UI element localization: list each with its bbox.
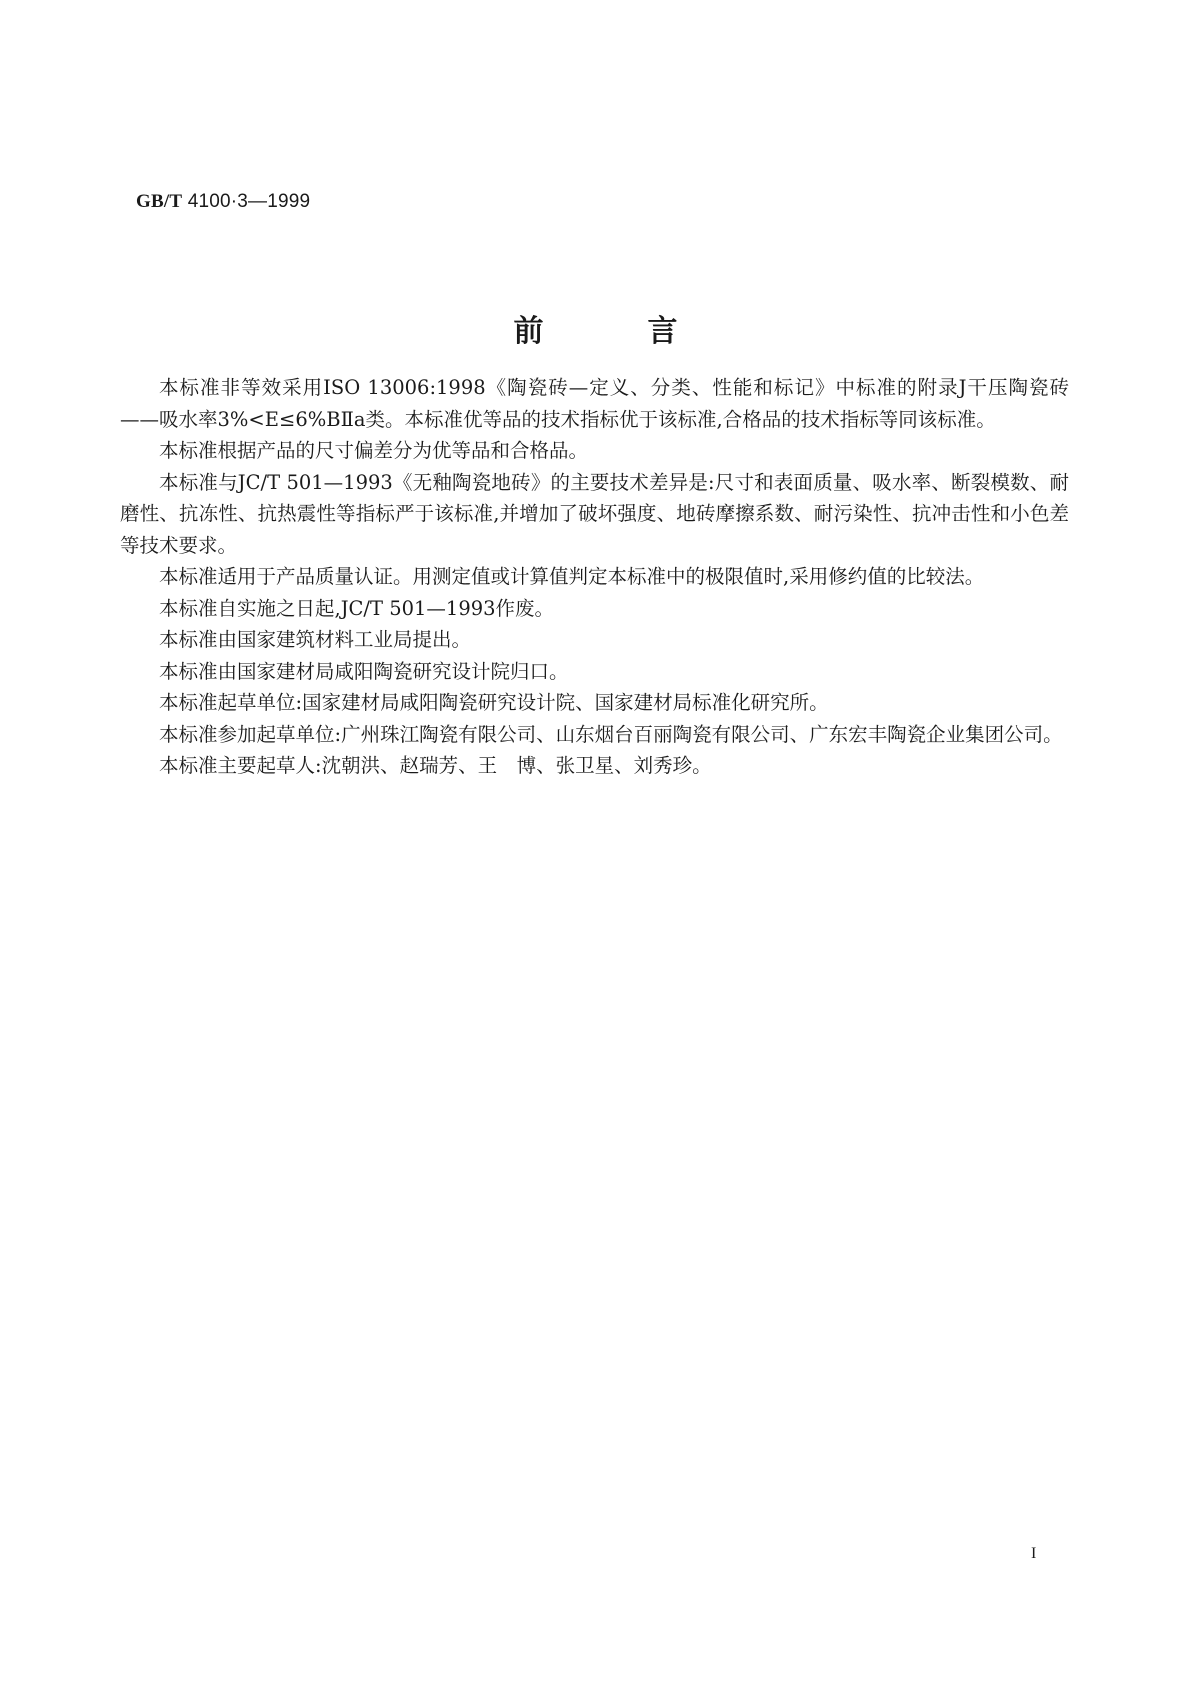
paragraph-adoption: 本标准非等效采用ISO 13006:1998《陶瓷砖—定义、分类、性能和标记》中标准的附录J干压陶瓷砖——吸水率3%<E≤6%BⅡa类。本标准优等品的技术指标优于该标准,合格品的技术指标等同该标准。 <box>120 376 1069 431</box>
page-title <box>0 306 1191 350</box>
paragraph-differences: 本标准与JC/T 501—1993《无釉陶瓷地砖》的主要技术差异是:尺寸和表面质量、吸水率、断裂模数、耐磨性、抗冻性、抗热震性等指标严于该标准,并增加了破坏强度、地砖摩擦系数、耐污染性、抗冲击性和小色差等技术要求。 <box>120 470 1069 557</box>
paragraph-scope: 本标准适用于产品质量认证。用测定值或计算值判定本标准中的极限值时,采用修约值的比较法。 <box>159 565 985 588</box>
page-title-char-1: 前 <box>513 314 544 349</box>
paragraph-participating-units: 本标准参加起草单位:广州珠江陶瓷有限公司、山东烟台百丽陶瓷有限公司、广东宏丰陶瓷企业集团公司。 <box>159 722 1063 746</box>
standard-code-prefix: GB/T <box>136 191 183 212</box>
paragraph-grades: 本标准根据产品的尺寸偏差分为优等品和合格品。 <box>159 439 589 462</box>
standard-code-number: 4100·3—1999 <box>182 191 311 212</box>
paragraph-proposed-by: 本标准由国家建筑材料工业局提出。 <box>159 628 472 651</box>
paragraph-supersedes: 本标准自实施之日起,JC/T 501—1993作废。 <box>159 596 555 620</box>
page-title-char-2: 言 <box>647 314 678 349</box>
page-number: I <box>1031 1545 1037 1562</box>
foreword-body <box>120 372 1069 782</box>
paragraph-drafting-units: 本标准起草单位:国家建材局咸阳陶瓷研究设计院、国家建材局标准化研究所。 <box>159 691 829 714</box>
paragraph-administered-by: 本标准由国家建材局咸阳陶瓷研究设计院归口。 <box>159 659 569 683</box>
paragraph-drafters: 本标准主要起草人:沈朝洪、赵瑞芳、王 博、张卫星、刘秀珍。 <box>159 754 712 777</box>
standard-code <box>136 190 310 213</box>
